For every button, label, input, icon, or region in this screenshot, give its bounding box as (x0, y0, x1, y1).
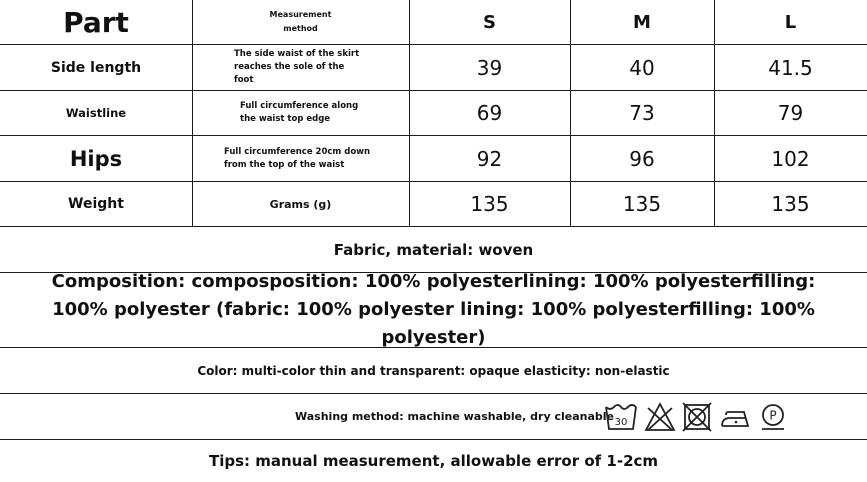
row-label-waistline: Waistline (65, 106, 127, 120)
color-info: Color: multi-color thin and transparent: opaque elasticity: non-elastic (197, 363, 670, 378)
composition-info (0, 273, 867, 347)
row-method-text: Full circumference along the waist top edge (240, 101, 359, 124)
size-header-m: M (633, 11, 651, 33)
size-header-l: L (784, 11, 797, 33)
value-s: 69 (476, 101, 503, 125)
do-not-bleach-icon (644, 402, 676, 432)
part-header: Part (63, 5, 129, 39)
row-method (192, 136, 409, 181)
value-s: 135 (470, 192, 509, 216)
wash-30-icon (604, 402, 638, 432)
value-l: 79 (777, 101, 804, 125)
fabric-info: Fabric, material: woven (333, 240, 534, 259)
row-method-text: Grams (g) (269, 197, 332, 211)
value-m: 73 (629, 101, 655, 125)
composition-text: Composition: composposition: 100% polyesterlining: 100% polyesterfilling: 100% polyester (fabric: 100% polyester lining: 100% polyesterfilling: 100% polyester) (51, 271, 816, 348)
value-l: 102 (771, 146, 810, 171)
value-s: 92 (476, 146, 503, 171)
row-label-hips: Hips (69, 146, 123, 171)
size-header-s: S (483, 11, 496, 33)
value-m: 40 (629, 55, 655, 80)
value-m: 96 (629, 146, 655, 171)
value-m: 135 (622, 192, 662, 216)
iron-low-icon (718, 402, 752, 432)
do-not-tumble-dry-icon (682, 402, 712, 432)
row-method (192, 45, 409, 90)
row-label-side-length: Side length (50, 59, 142, 76)
value-s: 39 (476, 55, 503, 80)
dry-clean-letter: P (769, 408, 777, 423)
row-method (192, 91, 409, 135)
tips-info: Tips: manual measurement, allowable error of 1-2cm (208, 452, 659, 470)
method-header-label: Measurement method (269, 10, 332, 33)
wash-temp: 30 (614, 417, 628, 428)
row-method-text: Full circumference 20cm down from the top of the waist (224, 146, 371, 170)
care-icons (604, 402, 788, 434)
row-label-weight: Weight (68, 196, 124, 212)
washing-text: Washing method: machine washable, dry cleanable (295, 410, 614, 423)
value-l: 41.5 (768, 55, 813, 80)
method-header (192, 0, 409, 44)
dry-clean-p-icon (758, 402, 788, 432)
row-method-text: The side waist of the skirt reaches the sole of the foot (234, 49, 360, 85)
value-l: 135 (771, 192, 810, 216)
